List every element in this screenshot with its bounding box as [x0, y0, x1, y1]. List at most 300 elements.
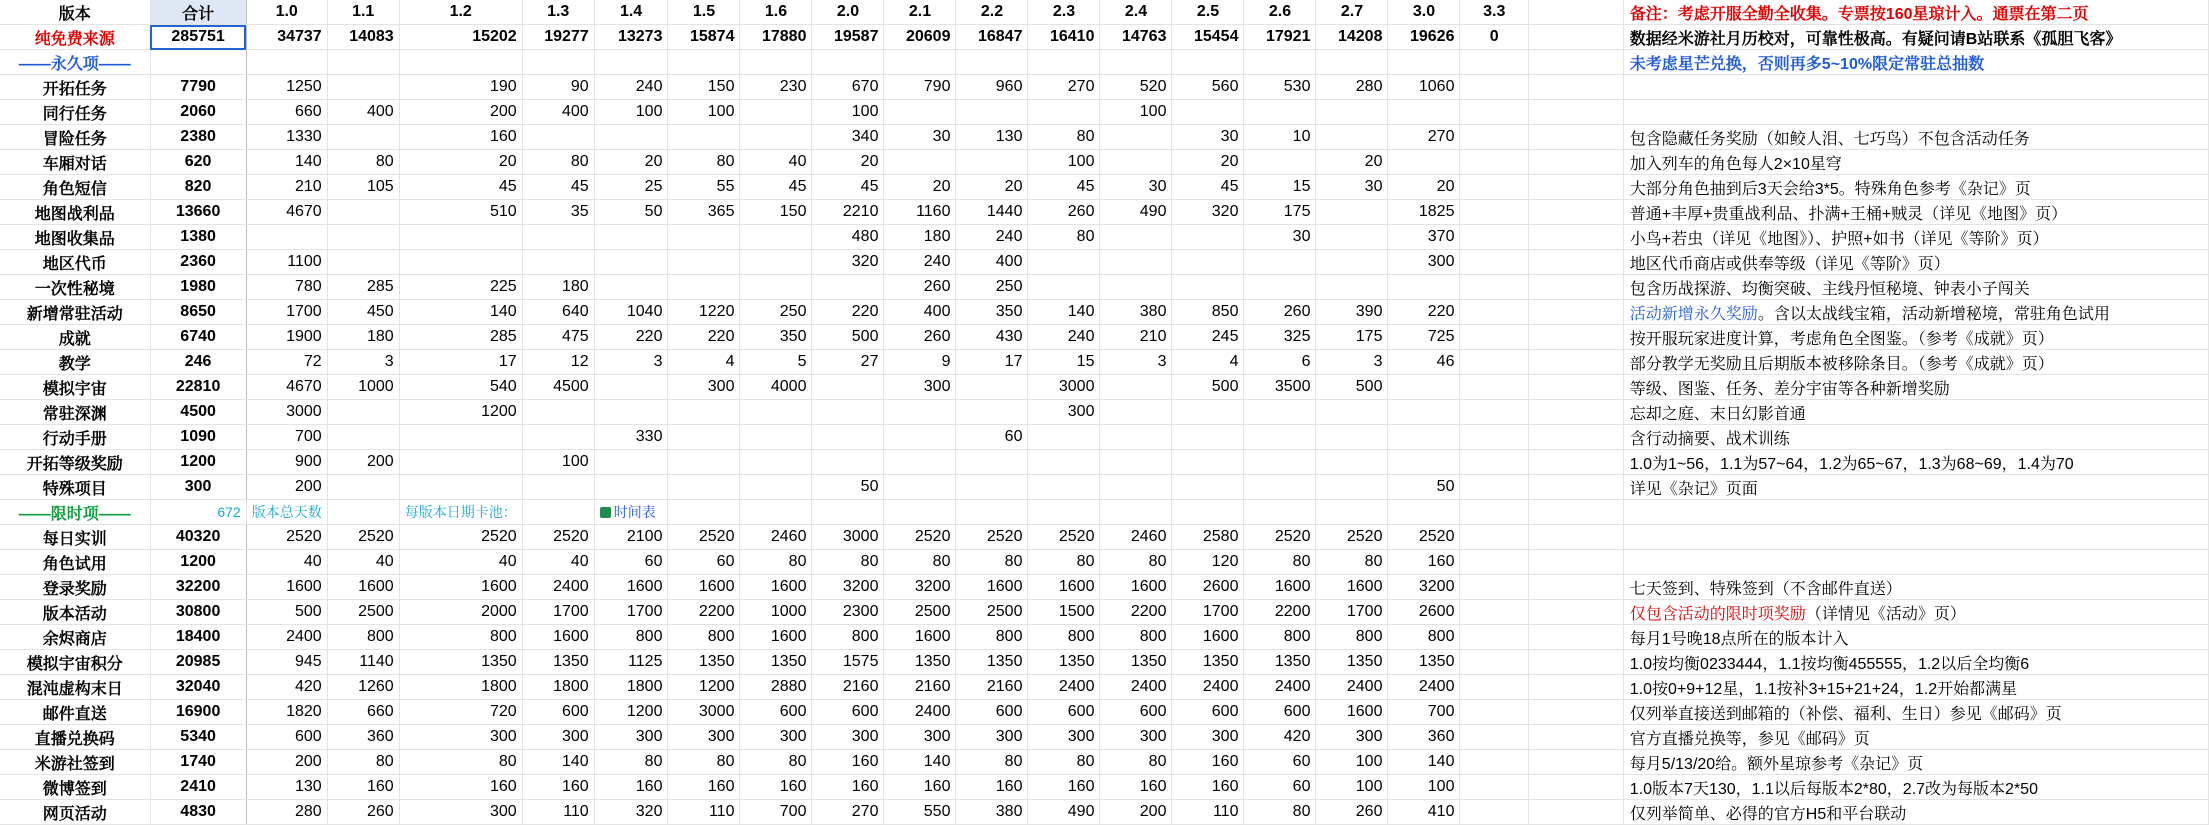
value-cell[interactable] [1316, 275, 1388, 300]
value-cell[interactable]: 2400 [1172, 675, 1244, 700]
empty-cell[interactable] [1028, 50, 1100, 75]
value-cell[interactable] [668, 450, 740, 475]
pool-label[interactable]: 每版本日期卡池： [399, 500, 522, 525]
value-cell[interactable]: 225 [399, 275, 522, 300]
empty-cell[interactable] [1529, 525, 1624, 550]
empty-cell[interactable] [1529, 625, 1624, 650]
value-cell[interactable]: 1220 [668, 300, 740, 325]
value-cell[interactable]: 420 [246, 675, 327, 700]
value-cell[interactable] [1460, 675, 1529, 700]
value-cell[interactable]: 2400 [1028, 675, 1100, 700]
value-cell[interactable]: 2400 [1244, 675, 1316, 700]
row-total[interactable]: 1740 [150, 750, 246, 775]
value-cell[interactable]: 2520 [522, 525, 594, 550]
value-cell[interactable]: 60 [956, 425, 1028, 450]
row-total[interactable]: 4830 [150, 800, 246, 825]
value-cell[interactable]: 1800 [594, 675, 668, 700]
value-cell[interactable]: 260 [327, 800, 399, 825]
value-cell[interactable]: 30 [1100, 175, 1172, 200]
value-cell[interactable] [1460, 775, 1529, 800]
value-cell[interactable]: 20 [594, 150, 668, 175]
summary-value[interactable]: 15202 [399, 25, 522, 50]
days-label[interactable]: 版本总天数 [246, 500, 327, 525]
value-cell[interactable]: 360 [327, 725, 399, 750]
value-cell[interactable] [1460, 800, 1529, 825]
value-cell[interactable] [956, 375, 1028, 400]
value-cell[interactable]: 25 [594, 175, 668, 200]
empty-cell[interactable] [150, 50, 246, 75]
value-cell[interactable]: 300 [884, 375, 956, 400]
value-cell[interactable] [1028, 475, 1100, 500]
value-cell[interactable]: 1350 [399, 650, 522, 675]
value-cell[interactable]: 600 [1028, 700, 1100, 725]
value-cell[interactable]: 475 [522, 325, 594, 350]
value-cell[interactable]: 780 [246, 275, 327, 300]
value-cell[interactable] [740, 275, 812, 300]
value-cell[interactable] [668, 275, 740, 300]
empty-cell[interactable] [1172, 50, 1244, 75]
empty-cell[interactable] [812, 50, 884, 75]
value-cell[interactable] [812, 375, 884, 400]
value-cell[interactable]: 260 [1028, 200, 1100, 225]
note-cell[interactable]: 每月1号晚18点所在的版本计入 [1623, 625, 2208, 650]
row-label[interactable]: 教学 [0, 350, 150, 375]
value-cell[interactable]: 200 [399, 100, 522, 125]
value-cell[interactable]: 80 [327, 750, 399, 775]
days-value[interactable]: 672 [150, 500, 246, 525]
value-cell[interactable] [1460, 550, 1529, 575]
value-cell[interactable] [668, 425, 740, 450]
note-cell[interactable]: 七天签到、特殊签到（不含邮件直送） [1623, 575, 2208, 600]
value-cell[interactable]: 2400 [1100, 675, 1172, 700]
value-cell[interactable]: 80 [740, 550, 812, 575]
value-cell[interactable]: 1140 [327, 650, 399, 675]
value-cell[interactable]: 1350 [1244, 650, 1316, 675]
summary-value[interactable]: 16410 [1028, 25, 1100, 50]
empty-cell[interactable] [1100, 50, 1172, 75]
value-cell[interactable]: 2400 [1316, 675, 1388, 700]
header-version[interactable]: 1.3 [522, 0, 594, 25]
value-cell[interactable] [1316, 125, 1388, 150]
row-total[interactable]: 1090 [150, 425, 246, 450]
value-cell[interactable]: 660 [327, 700, 399, 725]
row-label[interactable]: 版本活动 [0, 600, 150, 625]
value-cell[interactable]: 300 [1028, 725, 1100, 750]
value-cell[interactable] [668, 400, 740, 425]
note-cell[interactable]: 小鸟+若虫（详见《地图》）、护照+如书（详见《等阶》页） [1623, 225, 2208, 250]
empty-cell[interactable] [1244, 50, 1316, 75]
value-cell[interactable] [1100, 275, 1172, 300]
value-cell[interactable] [1388, 100, 1460, 125]
value-cell[interactable]: 200 [246, 750, 327, 775]
value-cell[interactable]: 400 [522, 100, 594, 125]
empty-cell[interactable] [1529, 150, 1624, 175]
value-cell[interactable]: 17 [399, 350, 522, 375]
value-cell[interactable] [1172, 250, 1244, 275]
value-cell[interactable]: 80 [812, 550, 884, 575]
row-total[interactable]: 2410 [150, 775, 246, 800]
value-cell[interactable]: 670 [812, 75, 884, 100]
value-cell[interactable]: 80 [1028, 550, 1100, 575]
value-cell[interactable]: 180 [884, 225, 956, 250]
header-total[interactable]: 合计 [150, 0, 246, 25]
empty-cell[interactable] [1529, 575, 1624, 600]
value-cell[interactable] [1100, 150, 1172, 175]
value-cell[interactable]: 380 [1100, 300, 1172, 325]
value-cell[interactable]: 1700 [1316, 600, 1388, 625]
row-total[interactable]: 2380 [150, 125, 246, 150]
value-cell[interactable]: 600 [246, 725, 327, 750]
value-cell[interactable] [1172, 425, 1244, 450]
value-cell[interactable]: 1350 [668, 650, 740, 675]
value-cell[interactable]: 600 [740, 700, 812, 725]
value-cell[interactable]: 140 [246, 150, 327, 175]
value-cell[interactable]: 1350 [1172, 650, 1244, 675]
row-total[interactable]: 620 [150, 150, 246, 175]
value-cell[interactable]: 720 [399, 700, 522, 725]
value-cell[interactable]: 105 [327, 175, 399, 200]
value-cell[interactable]: 10 [1244, 125, 1316, 150]
empty-cell[interactable] [1529, 400, 1624, 425]
value-cell[interactable]: 800 [668, 625, 740, 650]
value-cell[interactable]: 270 [1388, 125, 1460, 150]
value-cell[interactable]: 2520 [1316, 525, 1388, 550]
value-cell[interactable]: 3000 [1028, 375, 1100, 400]
row-total[interactable]: 40320 [150, 525, 246, 550]
value-cell[interactable]: 2520 [1028, 525, 1100, 550]
value-cell[interactable]: 300 [1028, 400, 1100, 425]
value-cell[interactable]: 1350 [522, 650, 594, 675]
header-version[interactable]: 1.0 [246, 0, 327, 25]
value-cell[interactable]: 600 [522, 700, 594, 725]
row-total[interactable]: 13660 [150, 200, 246, 225]
value-cell[interactable]: 400 [327, 100, 399, 125]
value-cell[interactable]: 550 [884, 800, 956, 825]
empty-cell[interactable] [1529, 325, 1624, 350]
value-cell[interactable] [1460, 625, 1529, 650]
value-cell[interactable]: 80 [956, 750, 1028, 775]
value-cell[interactable]: 2160 [812, 675, 884, 700]
value-cell[interactable]: 3000 [246, 400, 327, 425]
value-cell[interactable]: 300 [1316, 725, 1388, 750]
empty-cell[interactable] [1316, 500, 1388, 525]
value-cell[interactable] [1460, 525, 1529, 550]
value-cell[interactable]: 300 [1172, 725, 1244, 750]
value-cell[interactable]: 800 [1388, 625, 1460, 650]
value-cell[interactable]: 800 [594, 625, 668, 650]
row-total[interactable]: 16900 [150, 700, 246, 725]
value-cell[interactable] [1028, 100, 1100, 125]
value-cell[interactable]: 1600 [668, 575, 740, 600]
empty-cell[interactable] [1529, 425, 1624, 450]
value-cell[interactable]: 1060 [1388, 75, 1460, 100]
value-cell[interactable]: 1125 [594, 650, 668, 675]
value-cell[interactable]: 3500 [1244, 375, 1316, 400]
empty-cell[interactable] [1529, 450, 1624, 475]
value-cell[interactable]: 300 [884, 725, 956, 750]
value-cell[interactable]: 20 [1316, 150, 1388, 175]
value-cell[interactable]: 100 [1100, 100, 1172, 125]
value-cell[interactable] [594, 375, 668, 400]
value-cell[interactable]: 800 [1100, 625, 1172, 650]
value-cell[interactable]: 1600 [956, 575, 1028, 600]
value-cell[interactable] [1460, 350, 1529, 375]
empty-cell[interactable] [1172, 500, 1244, 525]
value-cell[interactable]: 390 [1316, 300, 1388, 325]
value-cell[interactable] [1244, 250, 1316, 275]
value-cell[interactable] [812, 400, 884, 425]
row-label[interactable]: 米游社签到 [0, 750, 150, 775]
value-cell[interactable]: 35 [522, 200, 594, 225]
header-version[interactable]: 2.3 [1028, 0, 1100, 25]
value-cell[interactable] [327, 250, 399, 275]
header-version[interactable]: 3.3 [1460, 0, 1529, 25]
value-cell[interactable]: 800 [1316, 625, 1388, 650]
value-cell[interactable] [1460, 700, 1529, 725]
value-cell[interactable]: 240 [1028, 325, 1100, 350]
value-cell[interactable]: 30 [1244, 225, 1316, 250]
value-cell[interactable]: 800 [1244, 625, 1316, 650]
value-cell[interactable] [522, 425, 594, 450]
value-cell[interactable] [1460, 150, 1529, 175]
note-cell[interactable]: 普通+丰厚+贵重战利品、扑满+王桶+贼灵（详见《地图》页） [1623, 200, 2208, 225]
row-label[interactable]: 新增常驻活动 [0, 300, 150, 325]
summary-total[interactable]: 285751 [150, 25, 246, 50]
row-label[interactable]: 冒险任务 [0, 125, 150, 150]
value-cell[interactable] [594, 400, 668, 425]
value-cell[interactable]: 1600 [1172, 625, 1244, 650]
value-cell[interactable]: 200 [327, 450, 399, 475]
value-cell[interactable]: 220 [812, 300, 884, 325]
summary-value[interactable]: 15454 [1172, 25, 1244, 50]
value-cell[interactable]: 2400 [522, 575, 594, 600]
value-cell[interactable]: 2520 [884, 525, 956, 550]
timetable-label[interactable]: 时间表 [613, 504, 656, 520]
value-cell[interactable]: 150 [740, 200, 812, 225]
value-cell[interactable]: 1700 [246, 300, 327, 325]
header-version[interactable]: 2.4 [1100, 0, 1172, 25]
value-cell[interactable]: 280 [246, 800, 327, 825]
value-cell[interactable]: 160 [668, 775, 740, 800]
value-cell[interactable]: 50 [594, 200, 668, 225]
note-cell[interactable] [1623, 525, 2208, 550]
value-cell[interactable]: 1200 [594, 700, 668, 725]
header-version[interactable]: 1.4 [594, 0, 668, 25]
value-cell[interactable]: 360 [1388, 725, 1460, 750]
value-cell[interactable] [522, 225, 594, 250]
value-cell[interactable]: 40 [740, 150, 812, 175]
value-cell[interactable]: 80 [399, 750, 522, 775]
value-cell[interactable]: 5 [740, 350, 812, 375]
value-cell[interactable]: 160 [812, 750, 884, 775]
row-total[interactable]: 30800 [150, 600, 246, 625]
value-cell[interactable]: 130 [246, 775, 327, 800]
row-label[interactable]: 地图收集品 [0, 225, 150, 250]
header-version[interactable]: 2.1 [884, 0, 956, 25]
value-cell[interactable] [1460, 300, 1529, 325]
value-cell[interactable]: 200 [1100, 800, 1172, 825]
empty-cell[interactable] [1529, 50, 1624, 75]
value-cell[interactable]: 160 [812, 775, 884, 800]
value-cell[interactable] [1460, 600, 1529, 625]
value-cell[interactable]: 600 [956, 700, 1028, 725]
value-cell[interactable]: 220 [668, 325, 740, 350]
value-cell[interactable]: 100 [668, 100, 740, 125]
header-version[interactable]: 1.5 [668, 0, 740, 25]
value-cell[interactable]: 27 [812, 350, 884, 375]
value-cell[interactable]: 2460 [1100, 525, 1172, 550]
empty-cell[interactable] [327, 50, 399, 75]
value-cell[interactable]: 2520 [1388, 525, 1460, 550]
value-cell[interactable]: 2210 [812, 200, 884, 225]
value-cell[interactable]: 80 [1100, 750, 1172, 775]
value-cell[interactable]: 60 [1244, 775, 1316, 800]
row-total[interactable]: 1200 [150, 450, 246, 475]
value-cell[interactable]: 160 [1028, 775, 1100, 800]
summary-value[interactable]: 13273 [594, 25, 668, 50]
empty-cell[interactable] [522, 500, 594, 525]
note-cell[interactable]: 等级、图鉴、任务、差分宇宙等各种新增奖励 [1623, 375, 2208, 400]
empty-cell[interactable] [1028, 500, 1100, 525]
value-cell[interactable]: 1820 [246, 700, 327, 725]
value-cell[interactable]: 160 [1388, 550, 1460, 575]
value-cell[interactable]: 330 [594, 425, 668, 450]
value-cell[interactable] [399, 475, 522, 500]
empty-cell[interactable] [1529, 100, 1624, 125]
value-cell[interactable]: 1350 [740, 650, 812, 675]
value-cell[interactable]: 1900 [246, 325, 327, 350]
value-cell[interactable]: 110 [1172, 800, 1244, 825]
empty-cell[interactable] [1529, 200, 1624, 225]
value-cell[interactable] [327, 125, 399, 150]
header-version[interactable]: 2.6 [1244, 0, 1316, 25]
value-cell[interactable] [884, 400, 956, 425]
value-cell[interactable]: 40 [327, 550, 399, 575]
value-cell[interactable]: 80 [956, 550, 1028, 575]
empty-cell[interactable] [668, 500, 740, 525]
value-cell[interactable]: 1260 [327, 675, 399, 700]
value-cell[interactable]: 4500 [522, 375, 594, 400]
value-cell[interactable] [1100, 425, 1172, 450]
value-cell[interactable]: 45 [1172, 175, 1244, 200]
value-cell[interactable]: 300 [399, 800, 522, 825]
value-cell[interactable]: 15 [1244, 175, 1316, 200]
row-total[interactable]: 2360 [150, 250, 246, 275]
value-cell[interactable] [740, 125, 812, 150]
value-cell[interactable]: 60 [1244, 750, 1316, 775]
value-cell[interactable]: 45 [812, 175, 884, 200]
empty-cell[interactable] [1529, 125, 1624, 150]
value-cell[interactable]: 160 [522, 775, 594, 800]
value-cell[interactable]: 1330 [246, 125, 327, 150]
value-cell[interactable]: 2520 [246, 525, 327, 550]
value-cell[interactable]: 1600 [522, 625, 594, 650]
row-total[interactable]: 6740 [150, 325, 246, 350]
value-cell[interactable]: 140 [522, 750, 594, 775]
value-cell[interactable]: 250 [956, 275, 1028, 300]
value-cell[interactable]: 3 [327, 350, 399, 375]
value-cell[interactable]: 1600 [399, 575, 522, 600]
value-cell[interactable]: 430 [956, 325, 1028, 350]
value-cell[interactable]: 1575 [812, 650, 884, 675]
value-cell[interactable]: 560 [1172, 75, 1244, 100]
permanent-section-label[interactable]: ——永久项—— [0, 50, 150, 75]
value-cell[interactable] [668, 475, 740, 500]
value-cell[interactable]: 700 [740, 800, 812, 825]
value-cell[interactable] [740, 100, 812, 125]
value-cell[interactable] [1244, 425, 1316, 450]
value-cell[interactable] [1100, 475, 1172, 500]
summary-value[interactable]: 14208 [1316, 25, 1388, 50]
note-cell[interactable]: 官方直播兑换等，参见《邮码》页 [1623, 725, 2208, 750]
value-cell[interactable]: 1600 [740, 575, 812, 600]
header-note[interactable]: 备注：考虑开服全勤全收集。专票按160星琼计入。通票在第二页 [1623, 0, 2208, 25]
value-cell[interactable]: 370 [1388, 225, 1460, 250]
value-cell[interactable] [956, 100, 1028, 125]
value-cell[interactable]: 1600 [1316, 700, 1388, 725]
value-cell[interactable] [1244, 450, 1316, 475]
value-cell[interactable]: 3000 [812, 525, 884, 550]
value-cell[interactable]: 790 [884, 75, 956, 100]
value-cell[interactable]: 140 [1388, 750, 1460, 775]
empty-cell[interactable] [399, 50, 522, 75]
empty-cell[interactable] [1460, 500, 1529, 525]
value-cell[interactable] [1172, 100, 1244, 125]
value-cell[interactable]: 410 [1388, 800, 1460, 825]
value-cell[interactable] [399, 225, 522, 250]
value-cell[interactable] [1028, 250, 1100, 275]
value-cell[interactable] [1172, 475, 1244, 500]
note-cell[interactable]: 地区代币商店或供奉等级（详见《等阶》页） [1623, 250, 2208, 275]
value-cell[interactable] [884, 450, 956, 475]
value-cell[interactable] [327, 400, 399, 425]
value-cell[interactable] [1460, 100, 1529, 125]
value-cell[interactable] [522, 475, 594, 500]
value-cell[interactable]: 160 [1172, 750, 1244, 775]
value-cell[interactable]: 300 [668, 725, 740, 750]
value-cell[interactable]: 60 [594, 550, 668, 575]
note-cell[interactable] [1623, 600, 2208, 625]
value-cell[interactable]: 1600 [246, 575, 327, 600]
header-version[interactable]: 1.6 [740, 0, 812, 25]
empty-cell[interactable] [668, 50, 740, 75]
value-cell[interactable] [1316, 100, 1388, 125]
value-cell[interactable]: 1600 [327, 575, 399, 600]
value-cell[interactable]: 500 [246, 600, 327, 625]
value-cell[interactable] [1244, 275, 1316, 300]
value-cell[interactable] [740, 450, 812, 475]
value-cell[interactable] [1316, 225, 1388, 250]
value-cell[interactable]: 230 [740, 75, 812, 100]
header-version[interactable]: 1.1 [327, 0, 399, 25]
value-cell[interactable]: 1800 [522, 675, 594, 700]
value-cell[interactable] [1460, 475, 1529, 500]
value-cell[interactable]: 20 [1172, 150, 1244, 175]
value-cell[interactable]: 17 [956, 350, 1028, 375]
value-cell[interactable] [594, 475, 668, 500]
value-cell[interactable]: 260 [1244, 300, 1316, 325]
value-cell[interactable] [884, 100, 956, 125]
value-cell[interactable]: 2200 [668, 600, 740, 625]
value-cell[interactable]: 100 [812, 100, 884, 125]
value-cell[interactable]: 300 [740, 725, 812, 750]
row-label[interactable]: 特殊项目 [0, 475, 150, 500]
value-cell[interactable]: 160 [1100, 775, 1172, 800]
empty-cell[interactable] [1529, 300, 1624, 325]
value-cell[interactable]: 2400 [246, 625, 327, 650]
summary-value[interactable]: 15874 [668, 25, 740, 50]
value-cell[interactable]: 100 [594, 100, 668, 125]
